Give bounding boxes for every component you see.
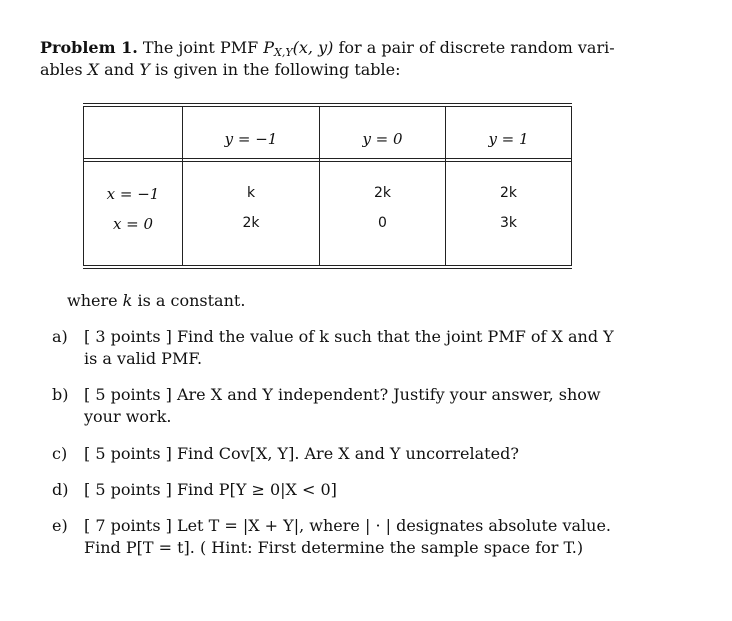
intro-line2-b: and bbox=[99, 60, 140, 79]
intro-line2-a: ables bbox=[40, 60, 88, 79]
question-d-text: Find P[Y ≥ 0|X < 0] bbox=[176, 480, 337, 499]
table-vrule-right bbox=[571, 106, 572, 266]
question-e-text: Let T = |X + Y|, where | · | designates absolute value. bbox=[176, 516, 611, 535]
question-a-label: a) bbox=[52, 327, 68, 346]
question-e-line-1 bbox=[84, 515, 611, 537]
question-a-text: Find the value of k such that the joint PMF of X and Y bbox=[176, 327, 614, 346]
question-e-label: e) bbox=[52, 516, 68, 535]
note-k: k bbox=[122, 291, 133, 310]
pmf-table bbox=[83, 103, 572, 269]
pmf-args: (x, y) bbox=[292, 38, 334, 57]
question-c-points: [ 5 points ] bbox=[84, 444, 172, 463]
question-e-line-2: Find P[T = t]. ( Hint: First determine the sample space for T.) bbox=[84, 538, 584, 557]
question-c-line-1 bbox=[84, 443, 519, 465]
question-b-line-1 bbox=[84, 384, 601, 406]
col-header-y-1: y = 1 bbox=[488, 130, 529, 148]
question-c-text: Find Cov[X, Y]. Are X and Y uncorrelated? bbox=[176, 444, 519, 463]
problem-title: Problem 1. bbox=[40, 38, 138, 57]
question-d-points: [ 5 points ] bbox=[84, 480, 172, 499]
row-header-x-neg1: x = −1 bbox=[106, 185, 160, 203]
problem-intro-line-2 bbox=[40, 59, 401, 81]
var-x: X bbox=[87, 60, 100, 79]
table-rule-bottom-1 bbox=[83, 265, 572, 266]
pmf-subscript: X,Y bbox=[274, 46, 293, 59]
var-y: Y bbox=[139, 60, 150, 79]
table-rule-bottom-2 bbox=[83, 268, 572, 269]
table-cell: 2k bbox=[373, 185, 391, 201]
table-cell: 2k bbox=[499, 185, 517, 201]
pmf-symbol: P bbox=[263, 38, 275, 57]
table-cell: 0 bbox=[378, 215, 387, 231]
intro-text-a: The joint PMF bbox=[142, 38, 264, 57]
col-header-y-0: y = 0 bbox=[362, 130, 403, 148]
row-header-x-0: x = 0 bbox=[112, 215, 154, 233]
question-b-line-2: your work. bbox=[84, 407, 172, 426]
table-rule-top-1 bbox=[83, 103, 572, 104]
question-d-label: d) bbox=[52, 480, 69, 499]
question-d-line-1 bbox=[84, 479, 337, 501]
table-rule-top-2 bbox=[83, 106, 572, 107]
question-b-label: b) bbox=[52, 385, 69, 404]
note-a: where bbox=[67, 291, 123, 310]
question-a-line-2: is a valid PMF. bbox=[84, 349, 203, 368]
col-header-y-neg1: y = −1 bbox=[224, 130, 278, 148]
question-c-label: c) bbox=[52, 444, 68, 463]
table-cell: 3k bbox=[499, 215, 517, 231]
question-b-points: [ 5 points ] bbox=[84, 385, 172, 404]
note-b: is a constant. bbox=[132, 291, 246, 310]
table-rule-mid-1 bbox=[83, 158, 572, 159]
question-a-points: [ 3 points ] bbox=[84, 327, 172, 346]
constant-note bbox=[67, 290, 245, 312]
table-cell: 2k bbox=[242, 215, 260, 231]
table-rule-mid-2 bbox=[83, 161, 572, 162]
table-cell: k bbox=[246, 185, 256, 201]
intro-text-b: for a pair of discrete random vari- bbox=[333, 38, 615, 57]
intro-line2-c: is given in the following table: bbox=[149, 60, 401, 79]
question-b-text: Are X and Y independent? Justify your answer, show bbox=[176, 385, 601, 404]
question-e-points: [ 7 points ] bbox=[84, 516, 172, 535]
question-a-line-1 bbox=[84, 326, 614, 348]
